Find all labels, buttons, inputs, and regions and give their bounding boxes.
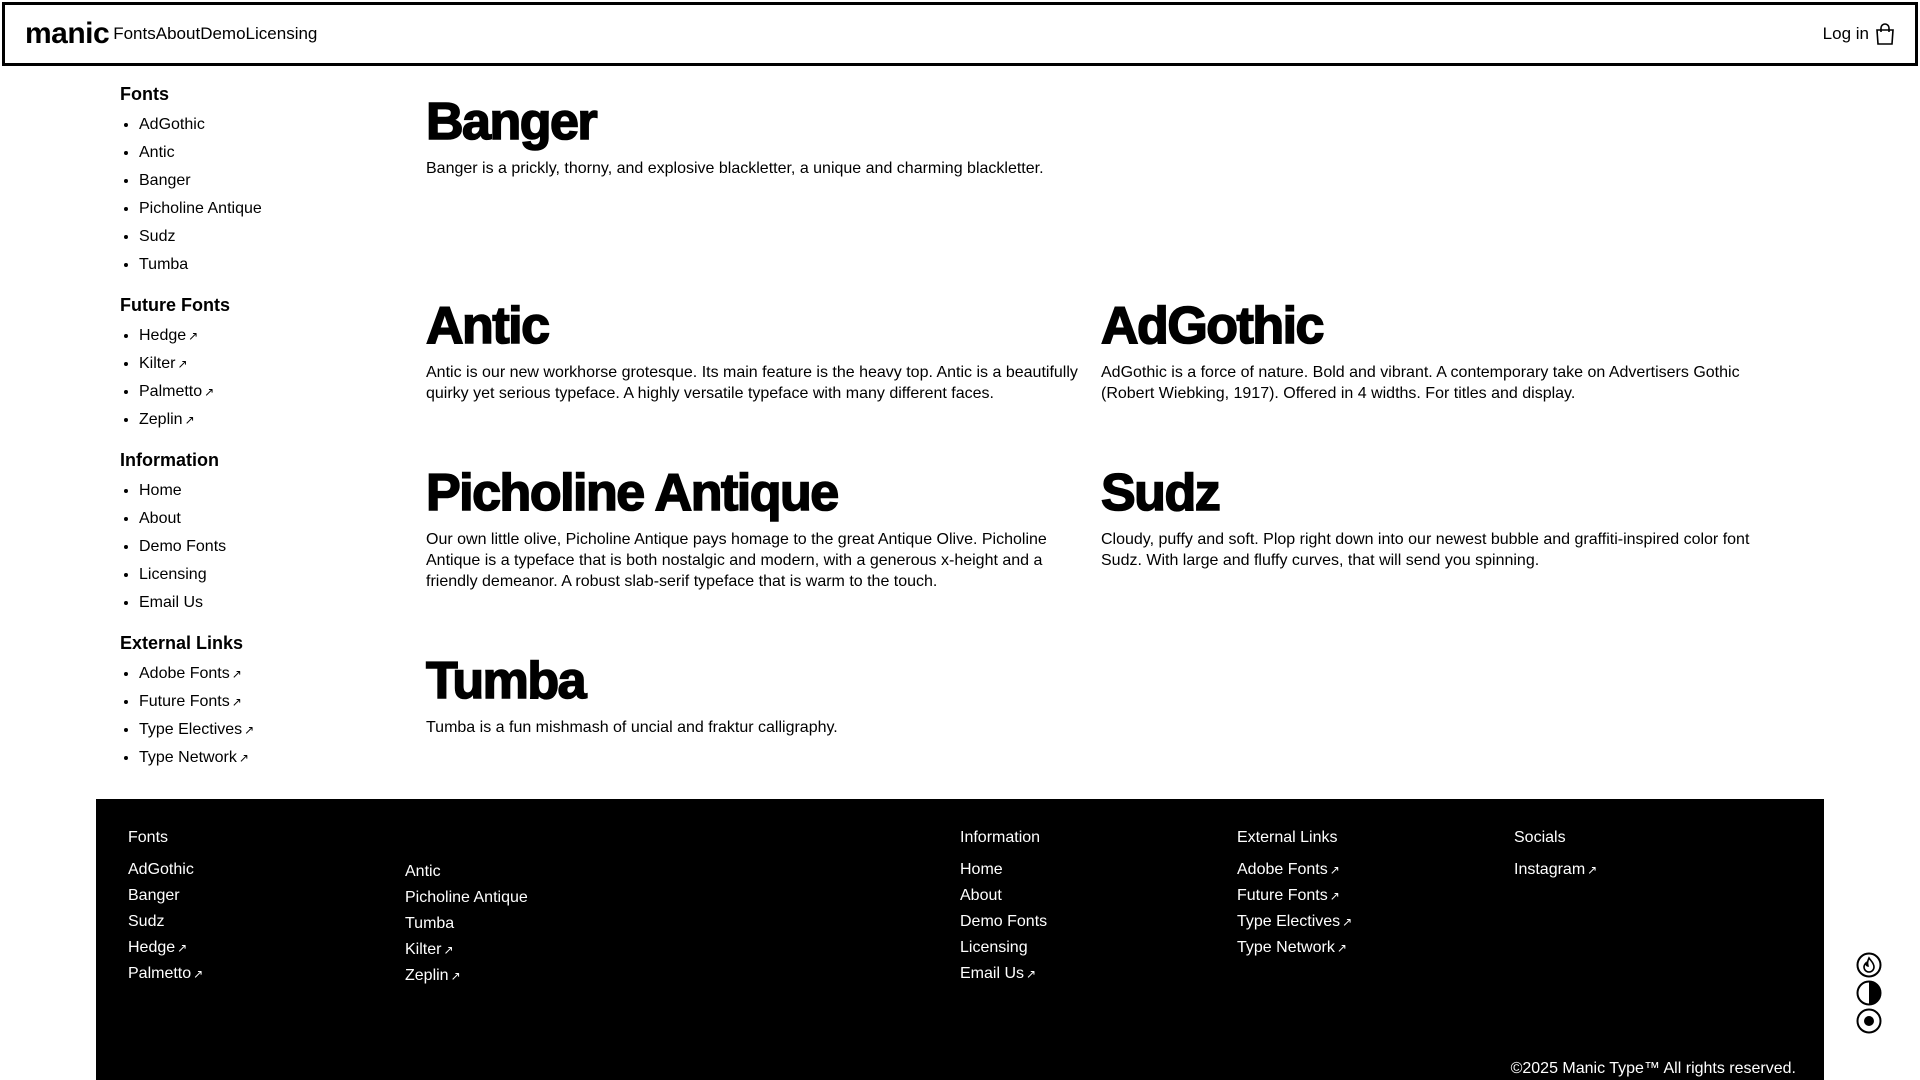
footer-heading: Fonts [128,829,169,846]
copyright: ©2025 Manic Type™ All rights reserved. [1510,1060,1796,1077]
footer-link[interactable]: Future Fonts ↗ [1237,887,1340,904]
sidebar-item-type-network[interactable]: • Type Network ↗ [139,744,400,772]
external-link-icon: ↗ [1342,915,1353,929]
sidebar-item-kilter[interactable]: • Kilter ↗ [139,350,400,378]
font-title: Antic [426,297,549,355]
footer-link[interactable]: Licensing [960,939,1028,956]
font-description: Cloudy, puffy and soft. Plop right down into our newest bubble and graffiti-inspired color font Sudz. With large and fluffy curves, that will send you spinning. [1101,531,1750,569]
footer-link[interactable]: Kilter ↗ [405,941,454,958]
floating-toolbar [1856,952,1882,1034]
font-description: AdGothic is a force of nature. Bold and vibrant. A contemporary take on Advertisers Gothic (Robert Wiebking, 1917). Offered in 4 widths. For titles and display. [1101,364,1740,402]
site-footer [96,799,1824,1080]
footer-link[interactable]: Picholine Antique [405,889,528,906]
external-link-icon: ↗ [450,969,461,983]
nav-about[interactable]: About [155,24,201,43]
font-description: Our own little olive, Picholine Antique pays homage to the great Antique Olive. Picholine Antique is a typeface that is both nostalgic and modern, with a generous x-height and a friendly demeanor. A robust slab-serif typeface that is warm to the touch. [426,531,1047,590]
font-card-sudz[interactable] [1101,464,1761,571]
footer-heading: Socials [1514,829,1566,846]
footer-link-instagram[interactable]: Instagram ↗ [1514,861,1598,878]
external-link-icon: ↗ [244,723,255,737]
flame-icon[interactable] [1856,952,1882,978]
font-description: Tumba is a fun mishmash of uncial and fraktur calligraphy. [426,719,838,736]
login-link[interactable]: Log in [1822,24,1869,43]
sidebar-item-hedge[interactable]: • Hedge ↗ [139,322,400,350]
footer-heading: Information [960,829,1041,846]
sidebar-item-adgothic[interactable]: • AdGothic [139,111,400,139]
external-link-icon: ↗ [238,751,249,765]
font-title: Tumba [426,652,586,710]
nav-fonts[interactable]: Fonts [113,24,156,43]
footer-link[interactable]: Zeplin ↗ [405,967,461,984]
sidebar-item-licensing[interactable]: • Licensing [139,561,400,589]
font-card-tumba[interactable] [426,652,1086,738]
footer-fonts-col1 [128,829,203,987]
external-link-icon: ↗ [184,413,195,427]
font-card-antic[interactable] [426,297,1086,404]
external-link-icon: ↗ [1587,863,1598,877]
font-title: Sudz [1101,464,1220,522]
external-link-icon: ↗ [177,941,188,955]
sidebar-heading: Fonts [120,84,169,104]
font-title: Picholine Antique [426,464,838,522]
top-nav [113,24,317,44]
sidebar-future-fonts [120,295,400,434]
nav-licensing[interactable]: Licensing [245,24,318,43]
font-description: Antic is our new workhorse grotesque. Its main feature is the heavy top. Antic is a beautifully quirky yet serious typeface. A highly versatile typeface with many different faces. [426,364,1078,402]
font-card-picholine-antique[interactable] [426,464,1086,592]
footer-link[interactable]: About [960,887,1002,904]
sidebar-item-banger[interactable]: • Banger [139,167,400,195]
footer-link[interactable]: Type Electives ↗ [1237,913,1353,930]
footer-information [960,829,1047,987]
sidebar-item-adobe-fonts[interactable]: • Adobe Fonts ↗ [139,660,400,688]
shopping-bag-icon[interactable] [1875,23,1895,45]
sidebar-external-links [120,633,400,772]
sidebar-fonts [120,84,400,279]
font-description: Banger is a prickly, thorny, and explosive blackletter, a unique and charming blackletter. [426,160,1044,177]
footer-link[interactable]: Adobe Fonts ↗ [1237,861,1340,878]
footer-link[interactable]: Tumba [405,915,455,932]
footer-socials [1514,829,1597,883]
sidebar-item-type-electives[interactable]: • Type Electives ↗ [139,716,400,744]
footer-fonts-col2 [405,859,528,989]
external-link-icon: ↗ [193,967,204,981]
external-link-icon: ↗ [188,329,199,343]
sidebar [120,84,400,788]
header-actions [1823,23,1895,45]
external-link-icon: ↗ [204,385,215,399]
sidebar-item-zeplin[interactable]: • Zeplin ↗ [139,406,400,434]
footer-external-links [1237,829,1352,961]
sidebar-item-email-us[interactable]: • Email Us [139,589,400,617]
external-link-icon: ↗ [1026,967,1037,981]
external-link-icon: ↗ [231,695,242,709]
external-link-icon: ↗ [1329,889,1340,903]
footer-link[interactable]: AdGothic [128,861,194,878]
footer-link[interactable]: Email Us ↗ [960,965,1037,982]
footer-link[interactable]: Banger [128,887,180,904]
sidebar-heading: External Links [120,633,244,653]
sidebar-heading: Future Fonts [120,295,230,315]
sidebar-item-demo-fonts[interactable]: • Demo Fonts [139,533,400,561]
external-link-icon: ↗ [231,667,242,681]
footer-link[interactable]: Sudz [128,913,165,930]
sidebar-item-picholine[interactable]: • Picholine Antique [139,195,400,223]
footer-link[interactable]: Home [960,861,1003,878]
external-link-icon: ↗ [443,943,454,957]
sidebar-item-sudz[interactable]: • Sudz [139,223,400,251]
font-card-adgothic[interactable] [1101,297,1761,404]
external-link-icon: ↗ [177,357,188,371]
sidebar-item-palmetto[interactable]: • Palmetto ↗ [139,378,400,406]
sidebar-information [120,450,400,617]
site-header [2,2,1918,66]
footer-link[interactable]: Type Network ↗ [1237,939,1347,956]
contrast-icon[interactable] [1856,980,1882,1006]
font-card-banger[interactable] [426,93,1086,179]
sidebar-item-future-fonts[interactable]: • Future Fonts ↗ [139,688,400,716]
sidebar-item-antic[interactable]: • Antic [139,139,400,167]
footer-heading: External Links [1237,829,1338,846]
sidebar-item-about[interactable]: • About [139,505,400,533]
sidebar-item-tumba[interactable]: • Tumba [139,251,400,279]
external-link-icon: ↗ [1336,941,1347,955]
font-title: AdGothic [1101,297,1323,355]
record-icon[interactable] [1856,1008,1882,1034]
sidebar-heading: Information [120,450,219,470]
footer-link[interactable]: Demo Fonts [960,913,1048,930]
footer-link[interactable]: Hedge ↗ [128,939,188,956]
sidebar-item-home[interactable]: • Home [139,477,400,505]
footer-link[interactable]: Palmetto ↗ [128,965,204,982]
font-title: Banger [426,93,597,151]
external-link-icon: ↗ [1329,863,1340,877]
footer-link[interactable]: Antic [405,863,441,880]
nav-demo[interactable]: Demo [200,24,246,43]
logo[interactable]: manic [25,17,110,50]
